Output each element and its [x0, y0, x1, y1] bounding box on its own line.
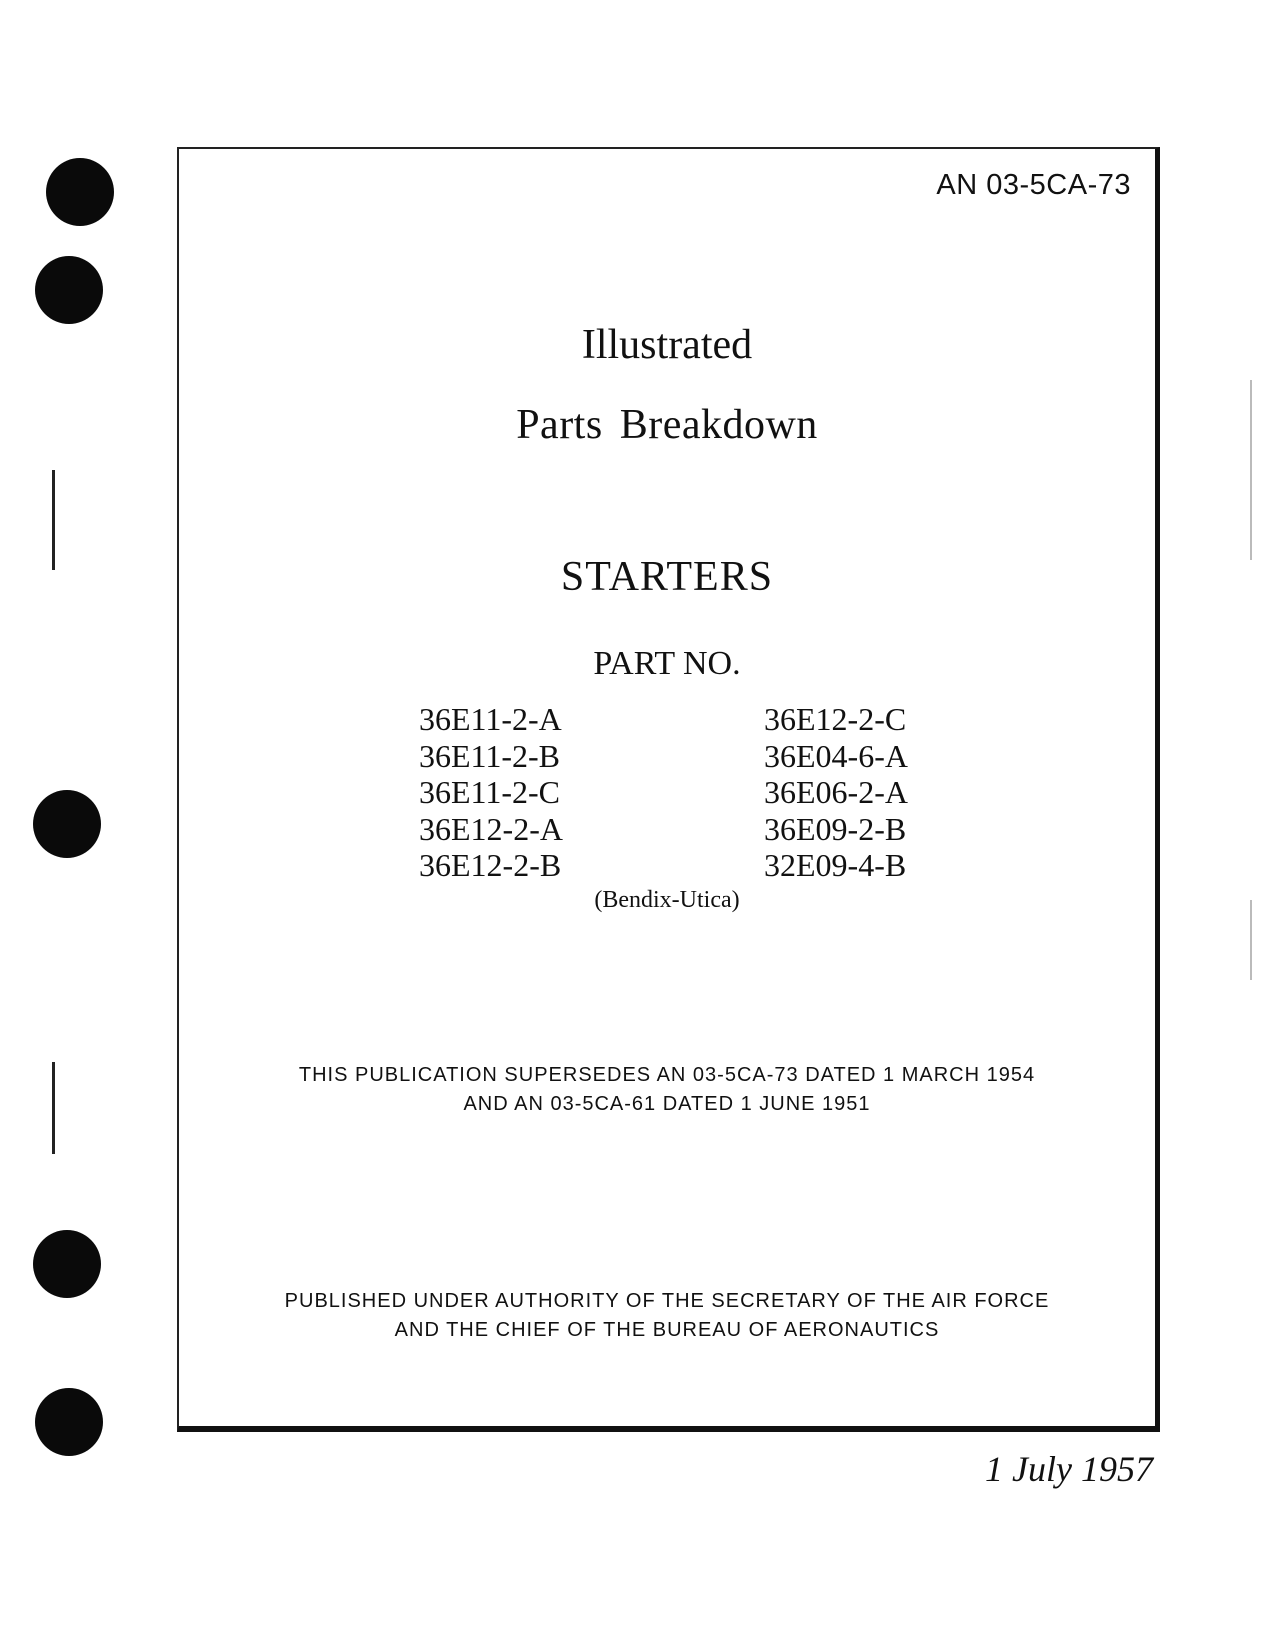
margin-mark — [52, 470, 55, 570]
title-line-2: Parts Breakdown — [516, 402, 818, 448]
supersedes-notice — [179, 1061, 1155, 1119]
supersedes-line-1: THIS PUBLICATION SUPERSEDES AN 03-5CA-73 DATED 1 MARCH 1954 — [298, 1064, 1036, 1086]
document-number: AN 03-5CA-73 — [936, 169, 1131, 201]
part-number: 36E12-2-B — [419, 847, 562, 883]
part-number: 36E09-2-B — [764, 810, 907, 847]
authority-line-2: AND THE CHIEF OF THE BUREAU OF AERONAUTICS — [394, 1319, 940, 1341]
authority-line-1: PUBLISHED UNDER AUTHORITY OF THE SECRETARY OF THE AIR FORCE — [284, 1290, 1050, 1312]
binder-hole — [33, 1230, 101, 1298]
title-line-1: Illustrated — [581, 322, 753, 368]
binder-hole — [35, 256, 103, 324]
margin-mark — [52, 1062, 55, 1154]
supersedes-line-2: AND AN 03-5CA-61 DATED 1 JUNE 1951 — [463, 1093, 871, 1115]
part-number: 36E12-2-C — [764, 701, 907, 737]
part-numbers-right-column — [764, 701, 908, 884]
authority-notice — [179, 1287, 1155, 1345]
part-number: 36E11-2-B — [419, 737, 561, 774]
part-number: 32E09-4-B — [764, 847, 907, 883]
part-number: 36E12-2-A — [419, 810, 563, 847]
binder-hole — [46, 158, 114, 226]
binder-hole — [33, 790, 101, 858]
part-no-heading: PART NO. — [593, 645, 741, 682]
part-numbers-left-column — [419, 701, 563, 884]
cover-frame — [177, 147, 1160, 1432]
margin-mark — [1250, 380, 1252, 560]
binder-hole — [35, 1388, 103, 1456]
issue-date: 1 July 1957 — [985, 1449, 1153, 1489]
manufacturer: (Bendix-Utica) — [594, 887, 740, 913]
part-number: 36E04-6-A — [764, 737, 908, 774]
subject-heading: STARTERS — [560, 554, 774, 600]
part-number: 36E11-2-A — [419, 701, 562, 737]
margin-mark — [1250, 900, 1252, 980]
part-number: 36E06-2-A — [764, 774, 908, 810]
part-number: 36E11-2-C — [419, 774, 561, 810]
